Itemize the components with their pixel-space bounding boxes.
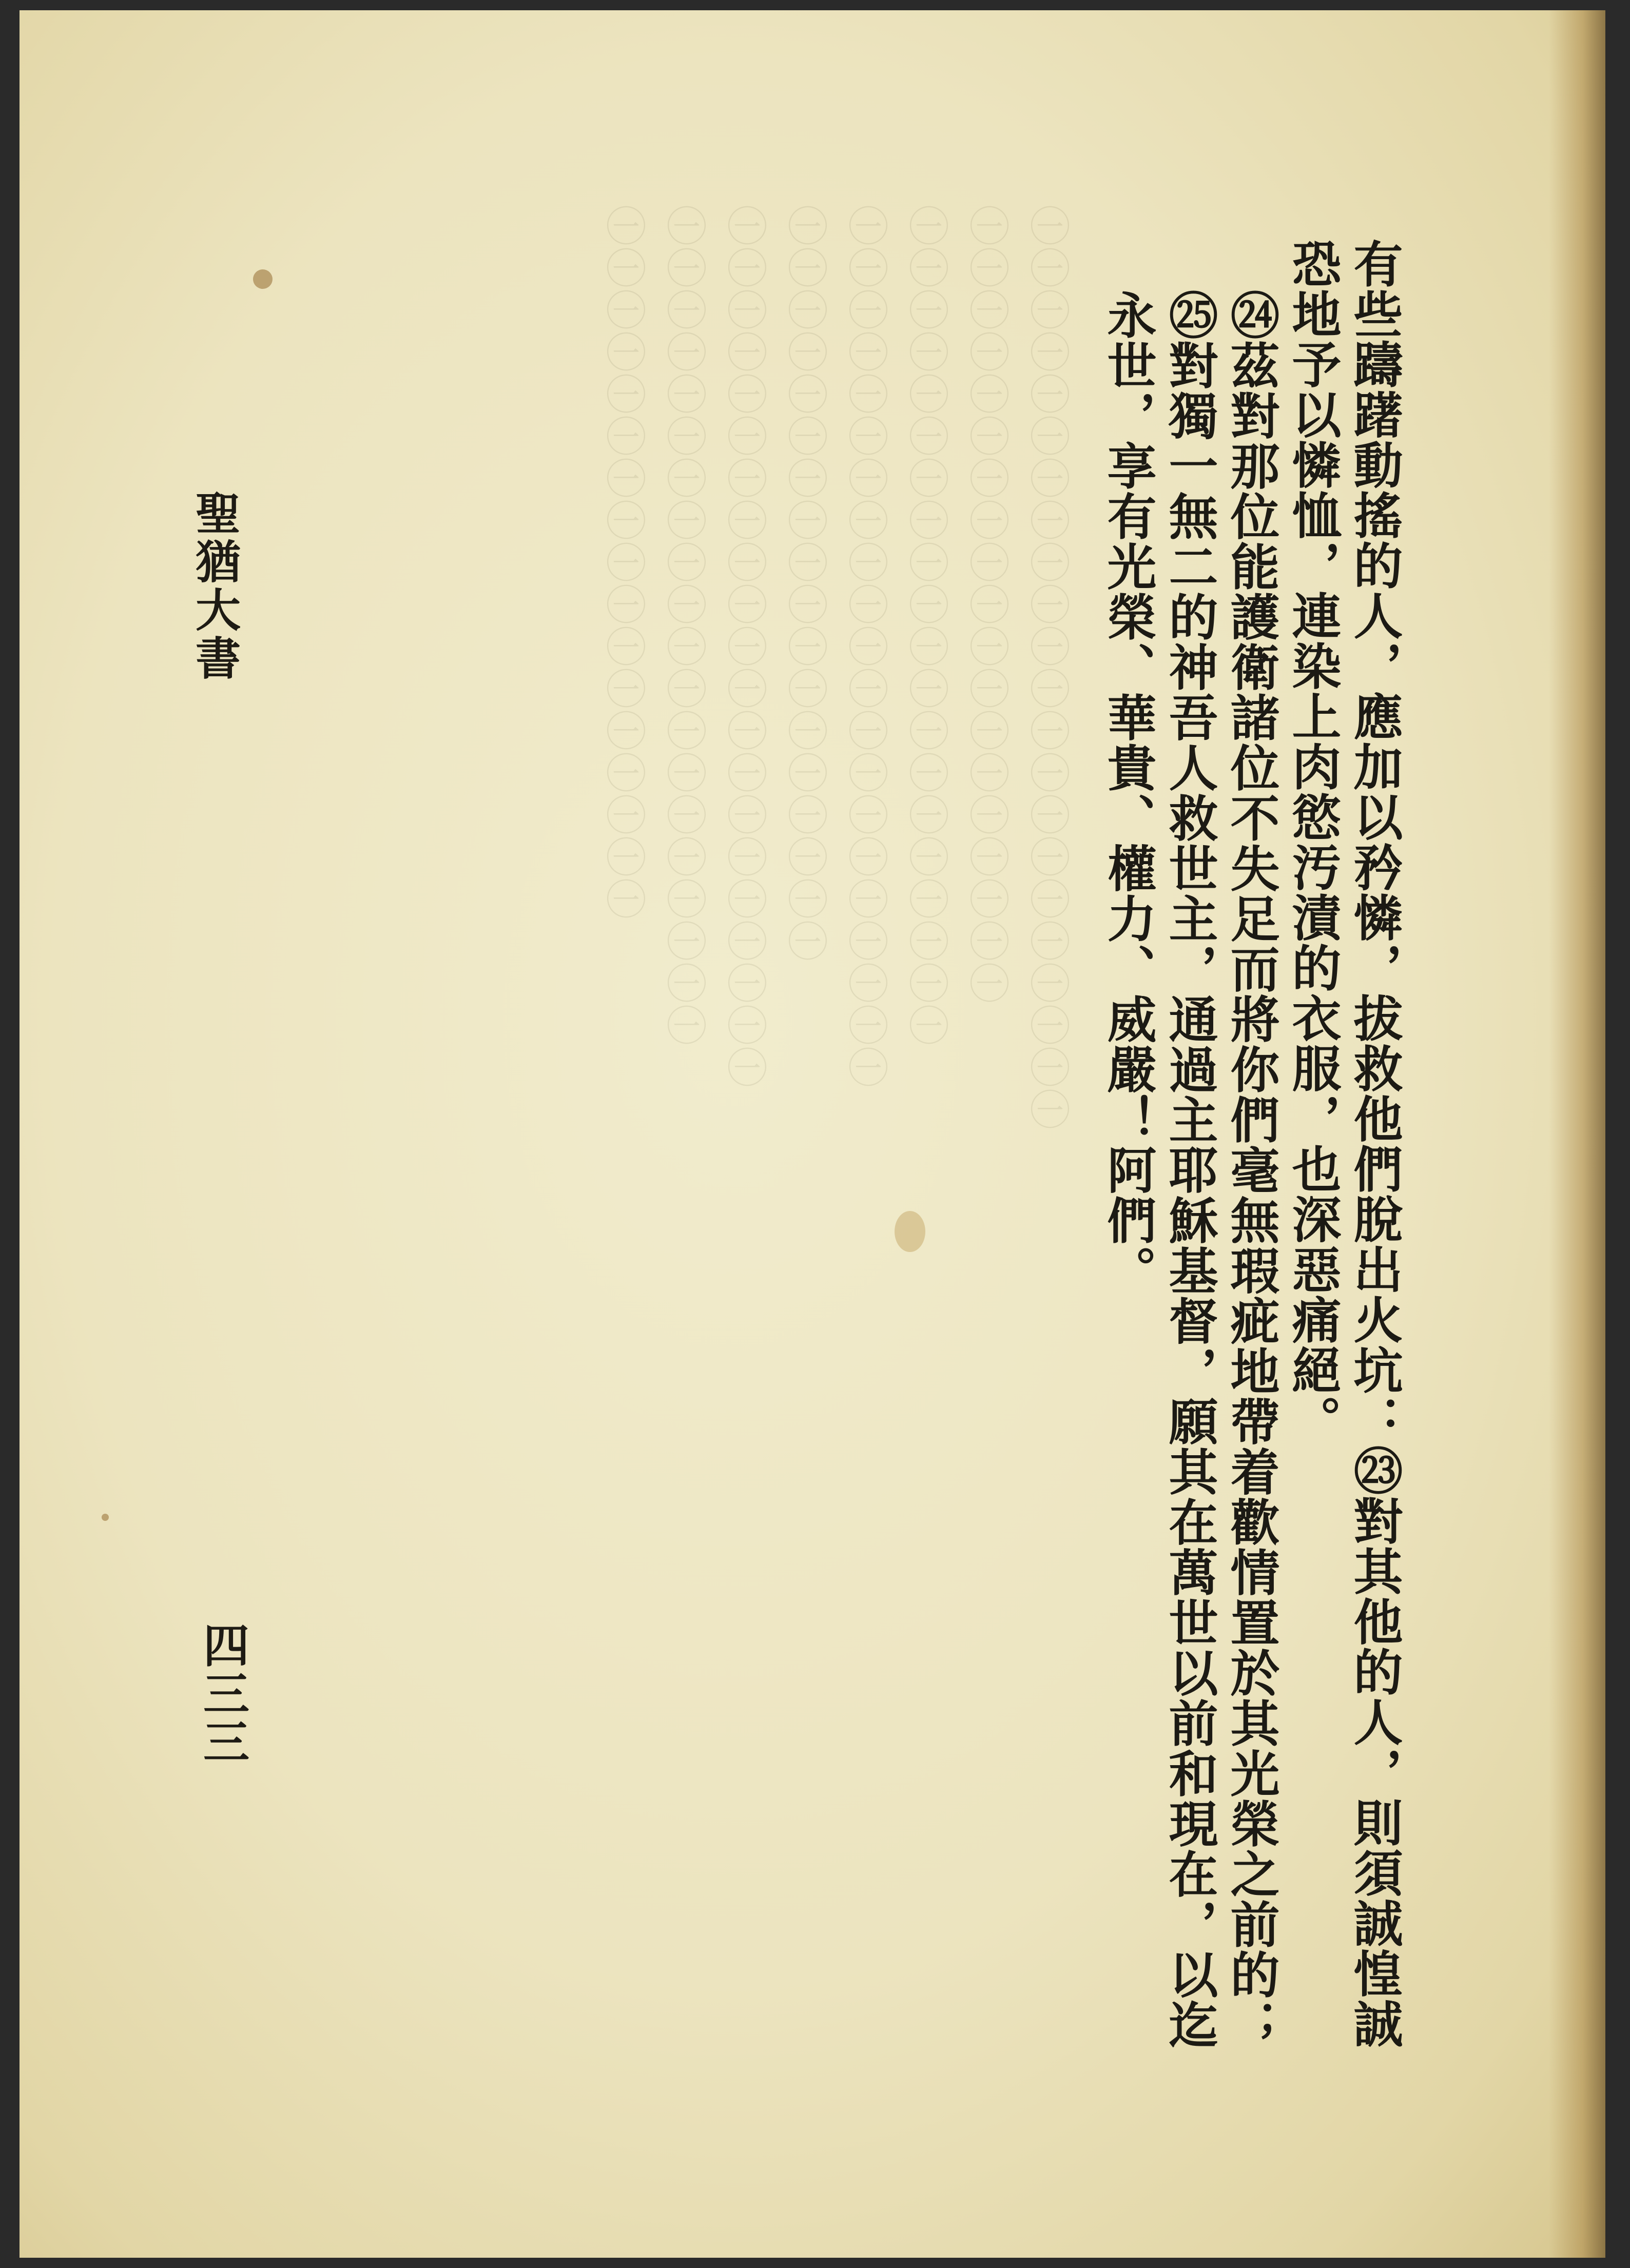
page: [20, 10, 1605, 2258]
paragraph: 有些躊躇動搖的人，應加以矜憐，拔救他們脫出火坑：㉓對其他的人，則須誠惶誠恐地予以憐恤，連染上肉慾汚漬的衣服，也深惡痛絕。: [1284, 239, 1404, 2049]
page-number: 四三三: [195, 1621, 249, 1766]
bleed-through-texture: ㊀㊀㊀㊀㊀㊀㊀㊀㊀㊀㊀㊀㊀㊀㊀㊀㊀㊀㊀㊀㊀㊀ ㊀㊀㊀㊀㊀㊀㊀㊀㊀㊀㊀㊀㊀㊀㊀㊀㊀㊀㊀ ㊀㊀㊀㊀㊀㊀㊀㊀㊀㊀㊀㊀㊀㊀㊀㊀㊀㊀㊀㊀ ㊀㊀㊀㊀㊀㊀㊀㊀㊀㊀㊀㊀㊀㊀㊀㊀㊀㊀㊀㊀㊀ ㊀㊀㊀㊀㊀㊀㊀㊀㊀㊀㊀㊀㊀㊀㊀㊀㊀㊀ ㊀㊀㊀㊀㊀㊀㊀㊀㊀㊀㊀㊀㊀㊀㊀㊀㊀㊀㊀㊀㊀ ㊀㊀㊀㊀㊀㊀㊀㊀㊀㊀㊀㊀㊀㊀㊀㊀㊀㊀㊀㊀ ㊀㊀㊀㊀㊀㊀㊀㊀㊀㊀㊀㊀㊀㊀㊀㊀㊀: [599, 205, 1070, 1131]
paragraph: ㉔茲對那位能護衛諸位不失足而將你們毫無瑕疵地帶着歡情置於其光榮之前的；㉕對獨一無二的神吾人救世主，通過主耶穌基督，願其在萬世以前和現在，以迄永世，享有光榮、華貴、權力、威嚴！阿們。: [1099, 290, 1280, 2050]
stain-spot: [895, 1211, 925, 1252]
running-header: 聖猶大書: [188, 490, 242, 683]
body-text: [1097, 239, 1405, 2050]
stain-spot: [102, 1514, 109, 1521]
stain-spot: [253, 269, 273, 289]
binding-edge: [1549, 10, 1605, 2258]
